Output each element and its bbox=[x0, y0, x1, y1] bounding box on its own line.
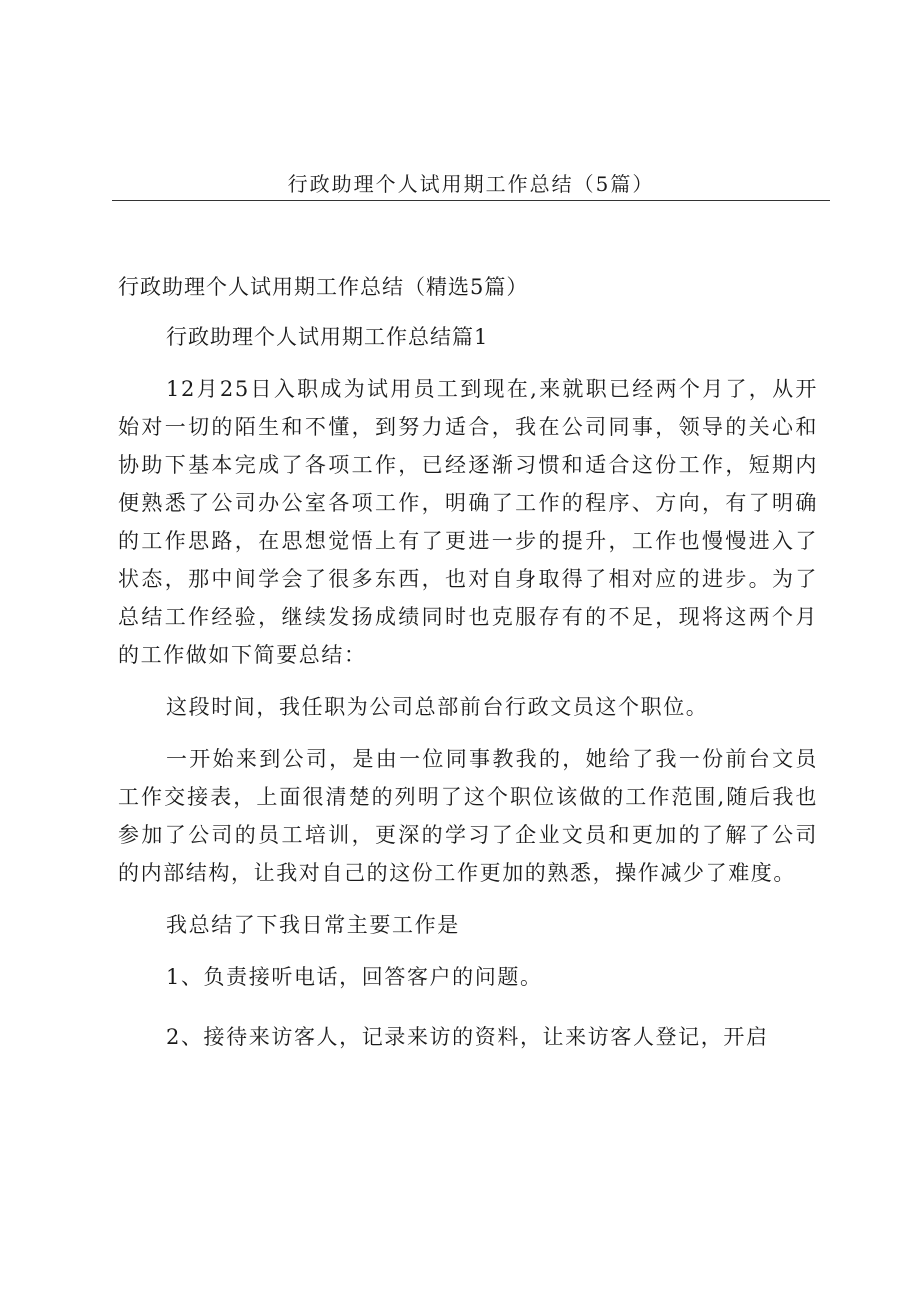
paragraph-position: 这段时间，我任职为公司总部前台行政文员这个职位。 bbox=[166, 695, 709, 719]
paragraph-duty-1: 1、负责接听电话，回答客户的问题。 bbox=[166, 965, 543, 989]
paragraph-duty-2: 2、接待来访客人，记录来访的资料，让来访客人登记，开启 bbox=[166, 1025, 769, 1049]
document-title: 行政助理个人试用期工作总结（精选5篇） bbox=[118, 275, 529, 299]
paragraph-duties-intro: 我总结了下我日常主要工作是 bbox=[166, 913, 460, 937]
page-header-title: 行政助理个人试用期工作总结（5篇） bbox=[287, 172, 655, 196]
paragraph-intro: 12月25日入职成为试用员工到现在,来就职已经两个月了，从开始对一切的陌生和不懂，到努力适合，我在公司同事，领导的关心和协助下基本完成了各项工作，已经逐渐习惯和适合这份工作，短期内便熟悉了公司办公室各项工作，明确了工作的程序、方向，有了明确的工作思路，在思想觉悟上有了更进一步的提升，工作也慢慢进入了状态，那中间学会了很多东西，也对自身取得了相对应的进步。为了总结工作经验，继续发扬成绩同时也克服存有的不足，现将这两个月的工作做如下简要总结： bbox=[118, 377, 818, 667]
header-divider bbox=[112, 200, 830, 201]
document-body bbox=[118, 268, 818, 1070]
paragraph-onboarding: 一开始来到公司，是由一位同事教我的，她给了我一份前台文员工作交接表，上面很清楚的列明了这个职位该做的工作范围,随后我也参加了公司的员工培训，更深的学习了企业文员和更加的了解了公司的内部结构，让我对自己的这份工作更加的熟悉，操作减少了难度。 bbox=[118, 747, 818, 885]
section-title: 行政助理个人试用期工作总结篇1 bbox=[166, 325, 489, 349]
